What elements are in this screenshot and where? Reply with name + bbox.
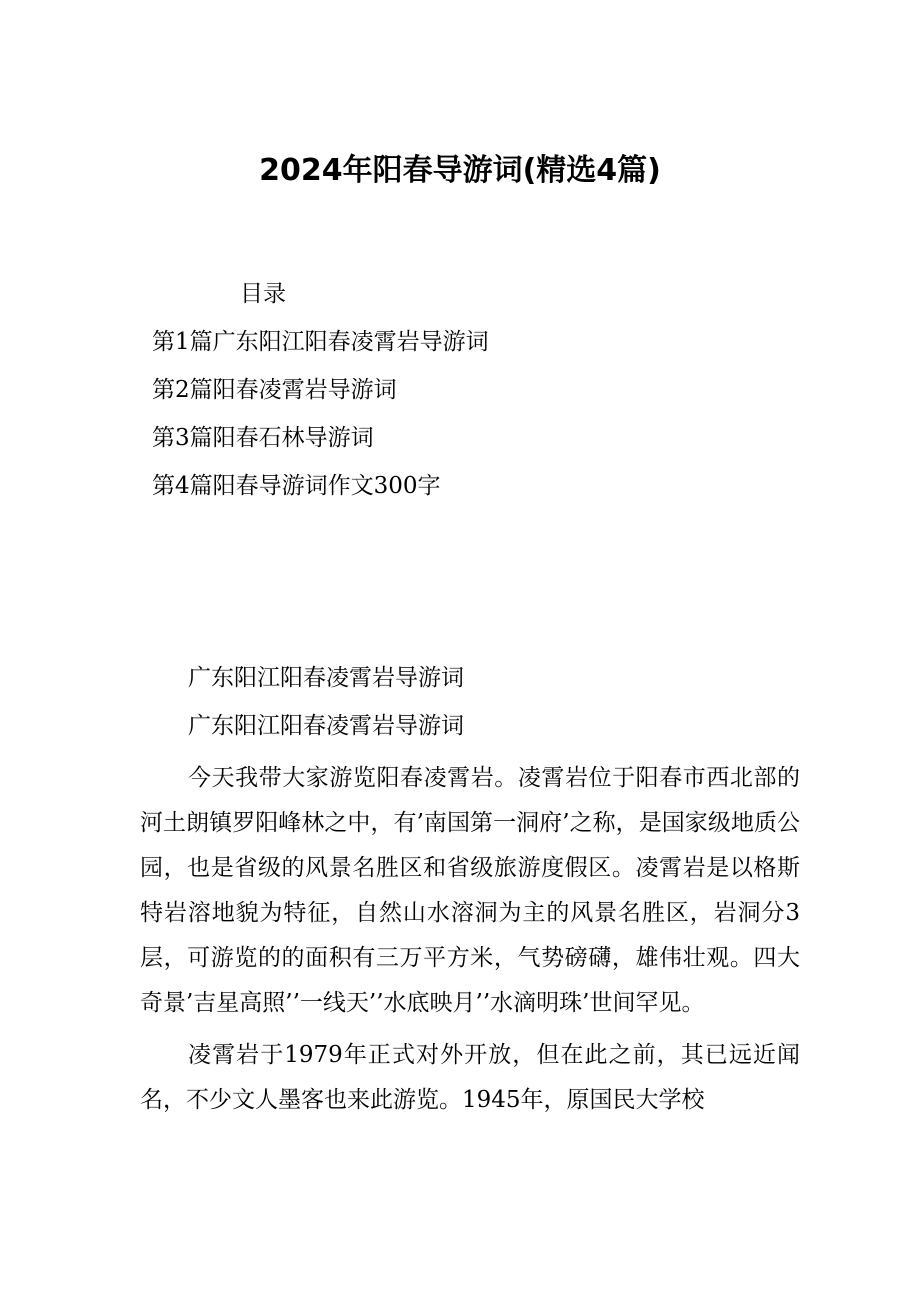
article-section [140,660,800,1130]
document-title: 2024年阳春导游词(精选4篇) [259,153,661,188]
toc-item-1: 第1篇广东阳江阳春凌霄岩导游词 [152,329,489,355]
article-paragraph-2: 凌霄岩于1979年正式对外开放，但在此之前，其已远近闻名，不少文人墨客也来此游览。1945年，原国民大学校 [140,1042,800,1113]
toc-item-2: 第2篇阳春凌霄岩导游词 [152,377,397,403]
article-paragraph-1: 今天我带大家游览阳春凌霄岩。凌霄岩位于阳春市西北部的河土朗镇罗阳峰林之中，有’南国第一洞府’之称，是国家级地质公园，也是省级的风景名胜区和省级旅游度假区。凌霄岩是以格斯特岩溶地貌为特征，自然山水溶洞为主的风景名胜区，岩洞分3层，可游览的的面积有三万平方米，气势磅礴，雄伟壮观。四大奇景’吉星高照’’一线天’’水底映月’’水滴明珠’世间罕见。 [140,765,800,1016]
toc-heading: 目录 [240,281,286,307]
toc-list [152,324,489,516]
toc-item-3: 第3篇阳春石林导游词 [152,425,374,451]
toc-item-4: 第4篇阳春导游词作文300字 [152,473,441,499]
article-heading: 广东阳江阳春凌霄岩导游词 [188,665,464,691]
article-subheading: 广东阳江阳春凌霄岩导游词 [188,713,464,739]
